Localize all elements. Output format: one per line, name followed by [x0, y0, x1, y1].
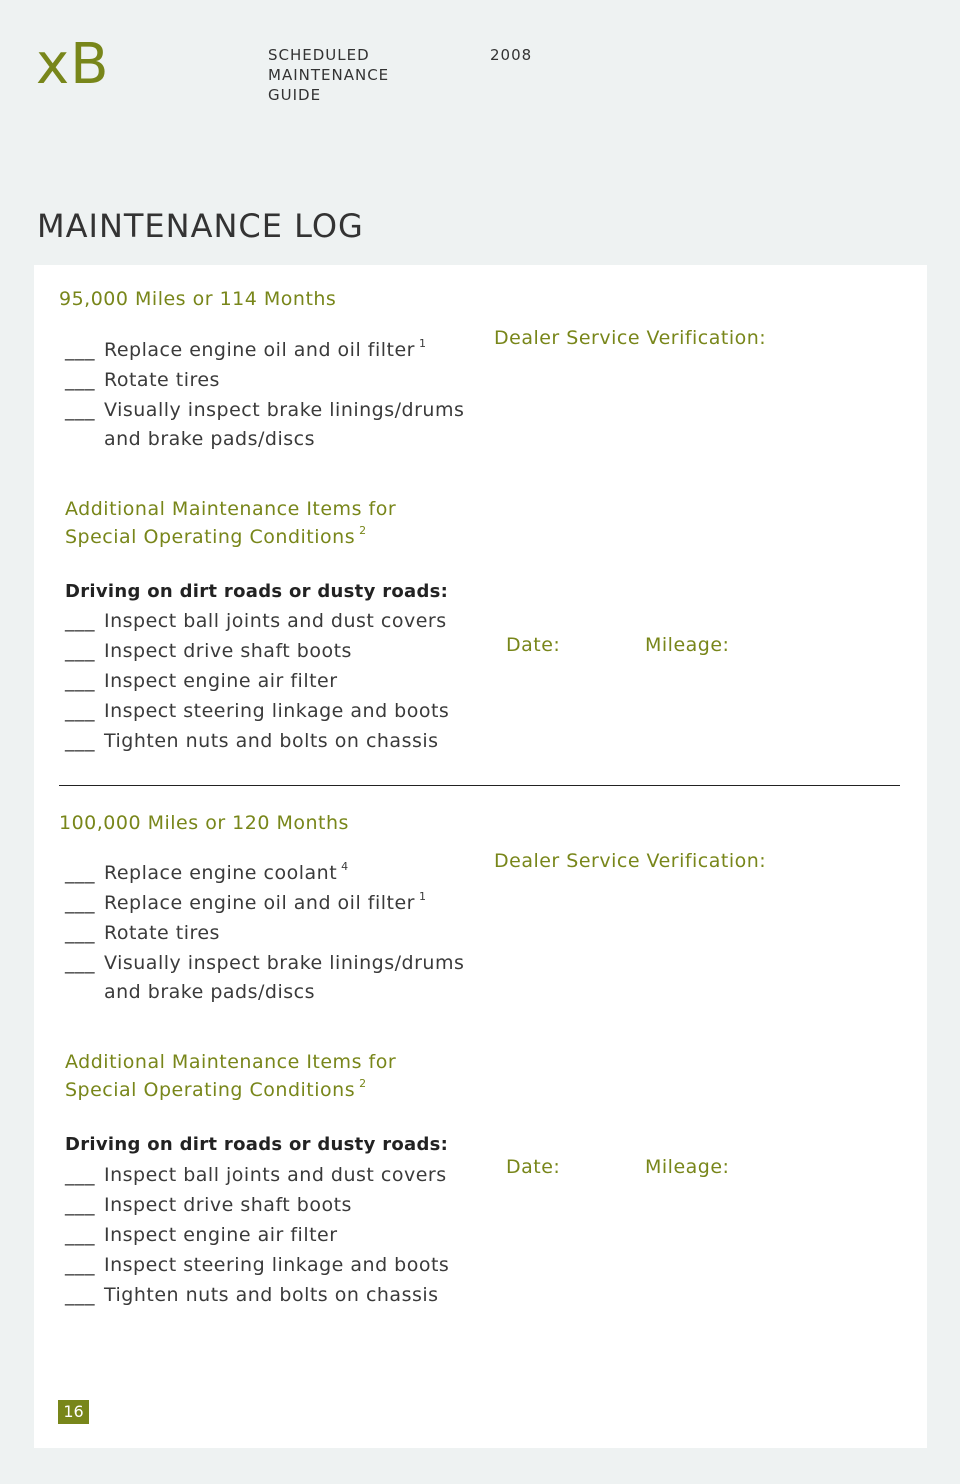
condition-label: Driving on dirt roads or dusty roads: — [65, 1134, 449, 1155]
checklist-item-label: Rotate tires — [104, 922, 220, 944]
checklist-item — [65, 1160, 485, 1190]
checklist-item — [65, 1280, 485, 1310]
guide-title-line: SCHEDULED — [268, 46, 370, 64]
checklist-item-label: Visually inspect brake linings/drums — [104, 952, 465, 974]
checklist-item — [65, 606, 485, 636]
maintenance-log-panel — [34, 265, 927, 1448]
checklist-item — [65, 726, 485, 756]
check-blank: ___ — [65, 399, 95, 421]
date-label: Date: — [506, 1156, 561, 1178]
date-label: Date: — [506, 634, 561, 656]
checklist-item-label: Tighten nuts and bolts on chassis — [104, 1284, 439, 1306]
checklist-item-continuation: and brake pads/discs — [104, 981, 316, 1003]
checklist-item-label: Replace engine coolant — [104, 862, 338, 884]
additional-items-heading — [65, 1048, 396, 1104]
checklist-item — [65, 1250, 485, 1280]
page-title: MAINTENANCE LOG — [37, 207, 364, 245]
additional-items-heading — [65, 495, 396, 551]
checklist-item — [65, 335, 485, 365]
guide-year: 2008 — [490, 46, 533, 64]
check-blank: ___ — [65, 700, 95, 722]
checklist-item-label: Replace engine oil and oil filter — [104, 892, 415, 914]
checklist-item — [65, 395, 485, 425]
checklist-item — [65, 918, 485, 948]
checklist-item — [65, 636, 485, 666]
checklist-item — [65, 858, 485, 888]
checklist-item — [65, 365, 485, 395]
interval-heading: 95,000 Miles or 114 Months — [59, 288, 337, 310]
guide-title-line: GUIDE — [268, 86, 322, 104]
checklist-item — [65, 948, 485, 978]
check-blank: ___ — [65, 640, 95, 662]
additional-heading-line: Additional Maintenance Items for — [65, 1051, 397, 1073]
dealer-verification-label: Dealer Service Verification: — [494, 327, 767, 349]
check-blank: ___ — [65, 1224, 95, 1246]
service-checklist — [65, 858, 485, 1006]
checklist-item-label: Inspect steering linkage and boots — [104, 700, 450, 722]
dealer-verification-label: Dealer Service Verification: — [494, 850, 767, 872]
checklist-item — [65, 1190, 485, 1220]
check-blank: ___ — [65, 339, 95, 361]
xb-logo: xB — [36, 32, 110, 97]
checklist-item-label: Inspect drive shaft boots — [104, 1194, 352, 1216]
checklist-item-label: Replace engine oil and oil filter — [104, 339, 415, 361]
guide-title-line: MAINTENANCE — [268, 66, 390, 84]
mileage-label: Mileage: — [645, 1156, 730, 1178]
footnote-ref: 2 — [359, 1077, 367, 1090]
interval-heading: 100,000 Miles or 120 Months — [59, 812, 349, 834]
additional-heading-line: Special Operating Conditions — [65, 526, 356, 548]
mileage-label: Mileage: — [645, 634, 730, 656]
check-blank: ___ — [65, 1254, 95, 1276]
checklist-item-label: Inspect drive shaft boots — [104, 640, 352, 662]
page-number: 16 — [58, 1400, 89, 1424]
check-blank: ___ — [65, 1284, 95, 1306]
additional-heading-line: Additional Maintenance Items for — [65, 498, 397, 520]
checklist-item — [65, 696, 485, 726]
check-blank: ___ — [65, 1164, 95, 1186]
check-blank: ___ — [65, 369, 95, 391]
footnote-ref: 2 — [359, 524, 367, 537]
check-blank: ___ — [65, 952, 95, 974]
special-conditions-checklist — [65, 606, 485, 756]
checklist-item-label: Tighten nuts and bolts on chassis — [104, 730, 439, 752]
check-blank: ___ — [65, 922, 95, 944]
checklist-item — [65, 1220, 485, 1250]
checklist-item-label: Inspect steering linkage and boots — [104, 1254, 450, 1276]
guide-title — [268, 45, 389, 105]
additional-heading-line: Special Operating Conditions — [65, 1079, 356, 1101]
checklist-item — [65, 888, 485, 918]
condition-label: Driving on dirt roads or dusty roads: — [65, 581, 449, 602]
footnote-ref: 4 — [341, 860, 349, 873]
checklist-item-continuation: and brake pads/discs — [104, 428, 316, 450]
footnote-ref: 1 — [418, 890, 427, 903]
section-divider — [59, 785, 900, 786]
check-blank: ___ — [65, 730, 95, 752]
special-conditions-checklist — [65, 1160, 485, 1310]
check-blank: ___ — [65, 610, 95, 632]
service-checklist — [65, 335, 485, 453]
checklist-item-label: Inspect engine air filter — [104, 670, 338, 692]
check-blank: ___ — [65, 862, 95, 884]
check-blank: ___ — [65, 892, 95, 914]
check-blank: ___ — [65, 1194, 95, 1216]
checklist-item-label: Inspect ball joints and dust covers — [104, 610, 447, 632]
checklist-item-label: Inspect engine air filter — [104, 1224, 338, 1246]
checklist-item — [65, 666, 485, 696]
check-blank: ___ — [65, 670, 95, 692]
footnote-ref: 1 — [418, 337, 427, 350]
checklist-item-label: Rotate tires — [104, 369, 220, 391]
checklist-item-label: Visually inspect brake linings/drums — [104, 399, 465, 421]
checklist-item-label: Inspect ball joints and dust covers — [104, 1164, 447, 1186]
